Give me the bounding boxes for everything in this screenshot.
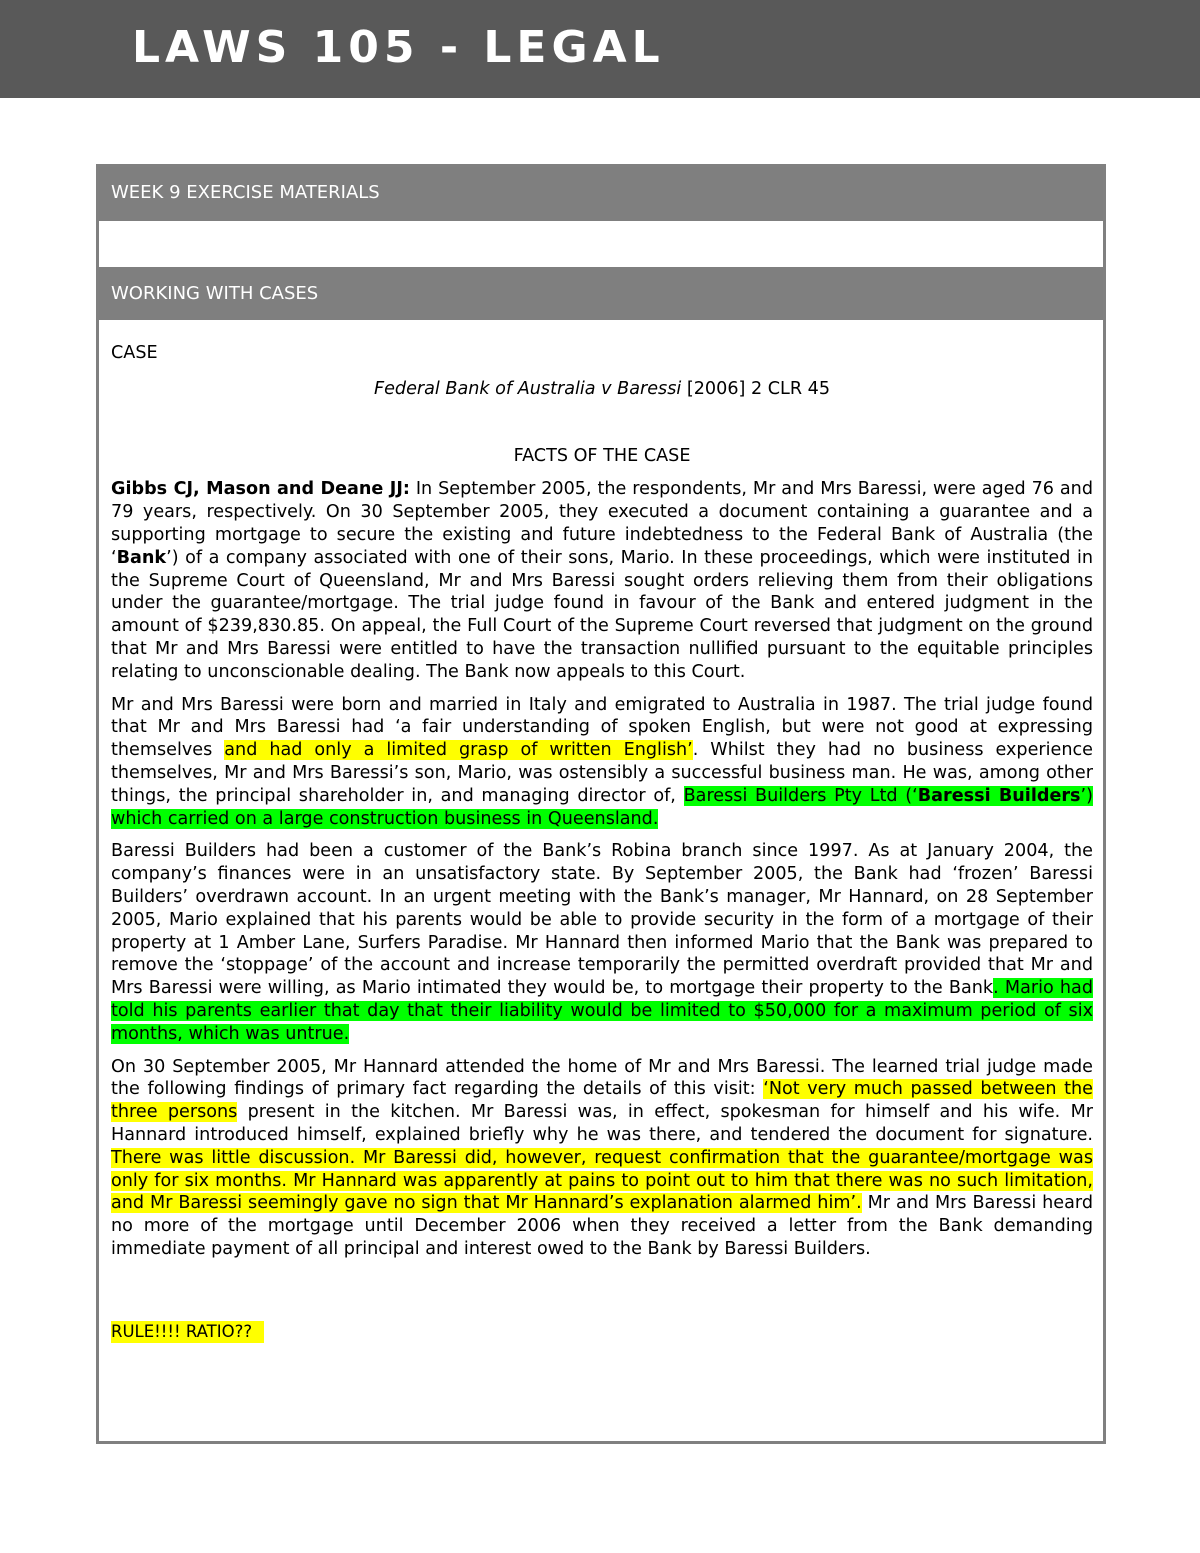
blank-row — [99, 221, 1103, 267]
header-bar — [0, 0, 1200, 98]
text: present in the kitchen. Mr Baressi was, in effect, spokesman for himself and his wife. Mr Hannard introduced himself, explained briefly why he was there, and tendered the document for signature. — [111, 1102, 1093, 1145]
facts-heading: FACTS OF THE CASE — [513, 445, 691, 466]
case-content — [111, 342, 1093, 1343]
paragraph-4 — [111, 1056, 1093, 1261]
highlight-yellow: and had only a limited grasp of written English’ — [224, 740, 693, 761]
section-band-week: WEEK 9 EXERCISE MATERIALS — [99, 167, 1103, 221]
case-reference: [2006] 2 CLR 45 — [681, 378, 831, 399]
exercise-box — [96, 164, 1106, 1444]
case-name: Federal Bank of Australia v Baressi — [373, 378, 682, 399]
text: . Whilst they had no business experience themselves, Mr and Mrs Baressi’s son, Mario, was ostensibly a successful business man. He was, among other things, the principal shareholder in, and managing director of, — [111, 740, 1094, 806]
section-band-cases: WORKING WITH CASES — [99, 267, 1103, 320]
defined-term: Bank — [116, 547, 167, 568]
text: ’) of a company associated with one of their sons, Mario. In these proceedings, which were instituted in the Supreme Court of Queensland, Mr and Mrs Baressi sought orders relieving them from their obligations under the guarantee/mortgage. The trial judge found in favour of the Bank and entered judgment in the amount of $239,830.85. On appeal, the Full Court of the Supreme Court reversed that judgment on the ground that Mr and Mrs Baressi were entitled to have the transaction nullified pursuant to the equitable principles relating to unconscionable dealing. The Bank now appeals to this Court. — [111, 547, 1093, 682]
course-title: LAWS 105 - LEGAL — [132, 22, 665, 73]
highlight-green: ’) which carried on a large construction business in Queensland. — [111, 785, 1094, 829]
highlight-green: . Mario had told his parents earlier that day that their liability would be limited to $50,000 for a maximum period of six months, which was untrue. — [111, 978, 1094, 1044]
text: Mr and Mrs Baressi were born and married in Italy and emigrated to Australia in 1987. The trial judge found that Mr and Mrs Baressi had ‘a fair understanding of spoken English, but were not good at expressing themselves — [111, 694, 1093, 761]
case-label: CASE — [111, 343, 158, 363]
text: Mr and Mrs Baressi heard no more of the mortgage until December 2006 when they received a letter from the Bank demanding immediate payment of all principal and interest owed to the Bank by Baressi Builders. — [111, 1193, 1093, 1259]
text: Baressi Builders had been a customer of the Bank’s Robina branch since 1997. As at January 2004, the company’s finances were in an unsatisfactory state. By September 2005, the Bank had ‘frozen’ Baressi Builders’ overdrawn account. In an urgent meeting with the Bank’s manager, Mr Hannard, on 28 September 2005, Mario explained that his parents would be able to provide security in the form of a mortgage of their property at 1 Amber Lane, Surfers Paradise. Mr Hannard then informed Mario that the Bank was prepared to remove the ‘stoppage’ of the account and increase temporarily the permitted overdraft provided that Mr and Mrs Baressi were willing, as Mario intimated they would be, to mortgage their property to the Bank — [111, 841, 1093, 999]
highlight-green: Baressi Builders Pty Ltd (‘ — [683, 785, 918, 806]
paragraph-2 — [111, 694, 1093, 831]
judges: Gibbs CJ, Mason and Deane JJ: — [111, 479, 410, 500]
paragraph-3 — [111, 840, 1093, 1045]
rule-ratio-note: RULE!!!! RATIO?? — [111, 1321, 264, 1344]
case-citation — [111, 378, 1093, 401]
highlight-yellow: There was little discussion. Mr Baressi did, however, request confirmation that the guarantee/mortgage was only for six months. Mr Hannard was apparently at pains to point out to him that there was no such limitation, and Mr Baressi seemingly gave no sign that Mr Hannard’s explanation alarmed him’. — [111, 1147, 1093, 1214]
paragraph-1 — [111, 478, 1093, 683]
text: On 30 September 2005, Mr Hannard attended the home of Mr and Mrs Baressi. The learned trial judge made the following findings of primary fact regarding the details of this visit: — [111, 1056, 1093, 1100]
highlight-green-bold: Baressi Builders — [917, 785, 1081, 806]
text: In September 2005, the respondents, Mr and Mrs Baressi, were aged 76 and 79 years, respectively. On 30 September 2005, they executed a document containing a guarantee and a supporting mortgage to secure the existing and future indebtedness to the Federal Bank of Australia (the ‘ — [111, 479, 1093, 568]
highlight-yellow: ‘Not very much passed between the three persons — [111, 1079, 1093, 1123]
